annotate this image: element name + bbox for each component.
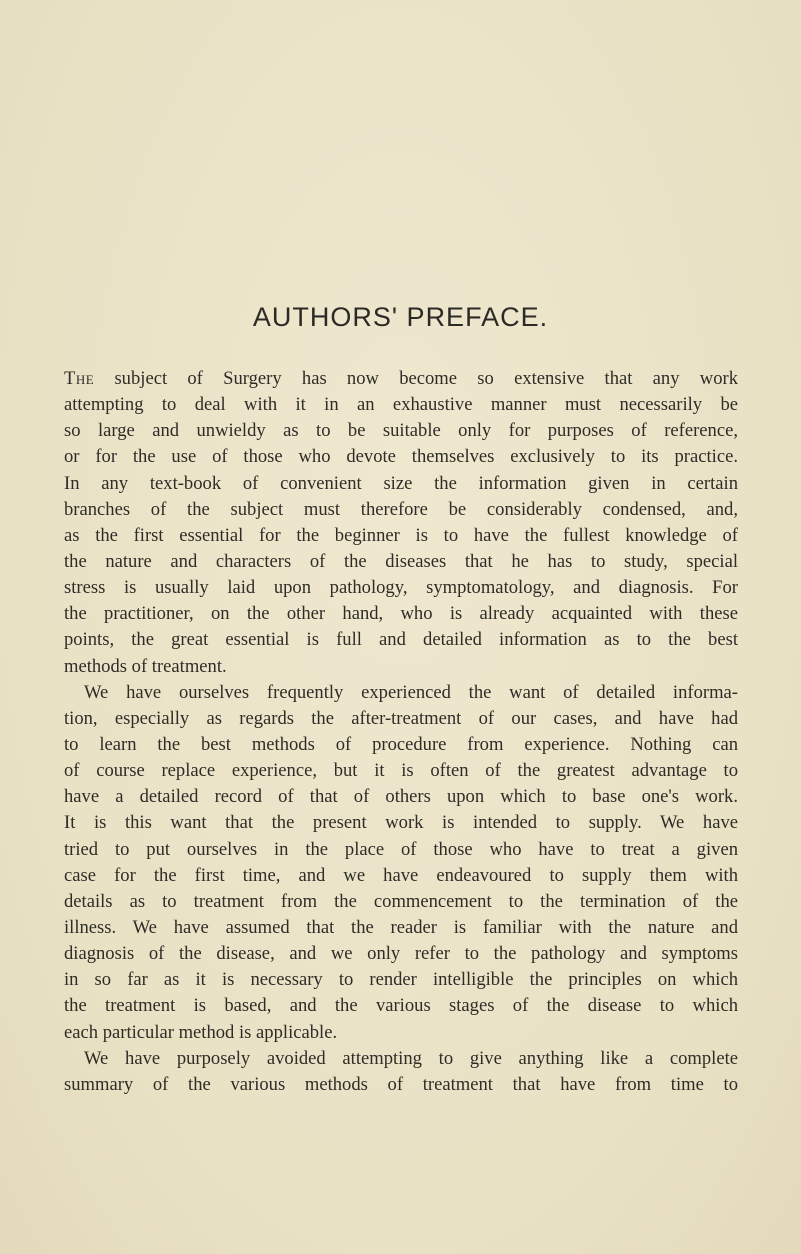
text-line: details as to treatment from the commencement to the termination of the xyxy=(64,890,738,912)
text-line: the treatment is based, and the various stages of the disease to which xyxy=(64,995,738,1017)
text-line: tion, especially as regards the after-treatment of our cases, and have had xyxy=(64,707,738,729)
text-line: diagnosis of the disease, and we only refer to the pathology and symptoms xyxy=(64,943,738,965)
text-line: stress is usually laid upon pathology, symptomatology, and diagnosis. For xyxy=(64,577,738,599)
text-line: tried to put ourselves in the place of those who have to treat a given xyxy=(64,838,738,860)
paragraph-2 xyxy=(64,680,738,1046)
lead-word: The xyxy=(64,368,95,389)
text-line: We have purposely avoided attempting to give anything like a complete xyxy=(84,1047,738,1069)
text-line: In any text-book of convenient size the information given in certain xyxy=(64,472,738,494)
text-line: illness. We have assumed that the reader is familiar with the nature and xyxy=(64,916,738,938)
text-line: branches of the subject must therefore be considerably condensed, and, xyxy=(64,498,738,520)
preface-body xyxy=(64,366,738,1098)
text-line: as the first essential for the beginner is to have the fullest knowledge of xyxy=(64,524,738,546)
text-line: the practitioner, on the other hand, who is already acquainted with these xyxy=(64,603,738,625)
text-line: each particular method is applicable. xyxy=(64,1021,338,1043)
preface-title: AUTHORS' PREFACE. xyxy=(252,302,549,332)
text-line: in so far as it is necessary to render intelligible the principles on which xyxy=(64,969,738,991)
text-line: have a detailed record of that of others upon which to base one's work. xyxy=(64,786,738,808)
text-line: points, the great essential is full and detailed information as to the best xyxy=(64,629,738,651)
text-line: the nature and characters of the diseases that he has to study, special xyxy=(64,550,738,572)
text-line: so large and unwieldy as to be suitable only for purposes of reference, xyxy=(64,420,738,442)
paragraph-1 xyxy=(64,366,738,680)
text-line: of course replace experience, but it is often of the greatest advantage to xyxy=(64,760,738,782)
text-line: attempting to deal with it in an exhaustive manner must necessarily be xyxy=(64,394,738,416)
text-line: We have ourselves frequently experienced the want of detailed informa- xyxy=(84,681,738,703)
text-line: The subject of Surgery has now become so extensive that any work xyxy=(64,368,738,389)
text-line: or for the use of those who devote themselves exclusively to its practice. xyxy=(64,446,738,468)
text-line: It is this want that the present work is intended to supply. We have xyxy=(64,812,738,834)
paragraph-3 xyxy=(64,1046,738,1098)
text-line: case for the first time, and we have endeavoured to supply them with xyxy=(64,864,738,886)
text-line: summary of the various methods of treatment that have from time to xyxy=(64,1073,738,1095)
text-line: to learn the best methods of procedure from experience. Nothing can xyxy=(64,733,738,755)
text-line: methods of treatment. xyxy=(64,655,227,677)
